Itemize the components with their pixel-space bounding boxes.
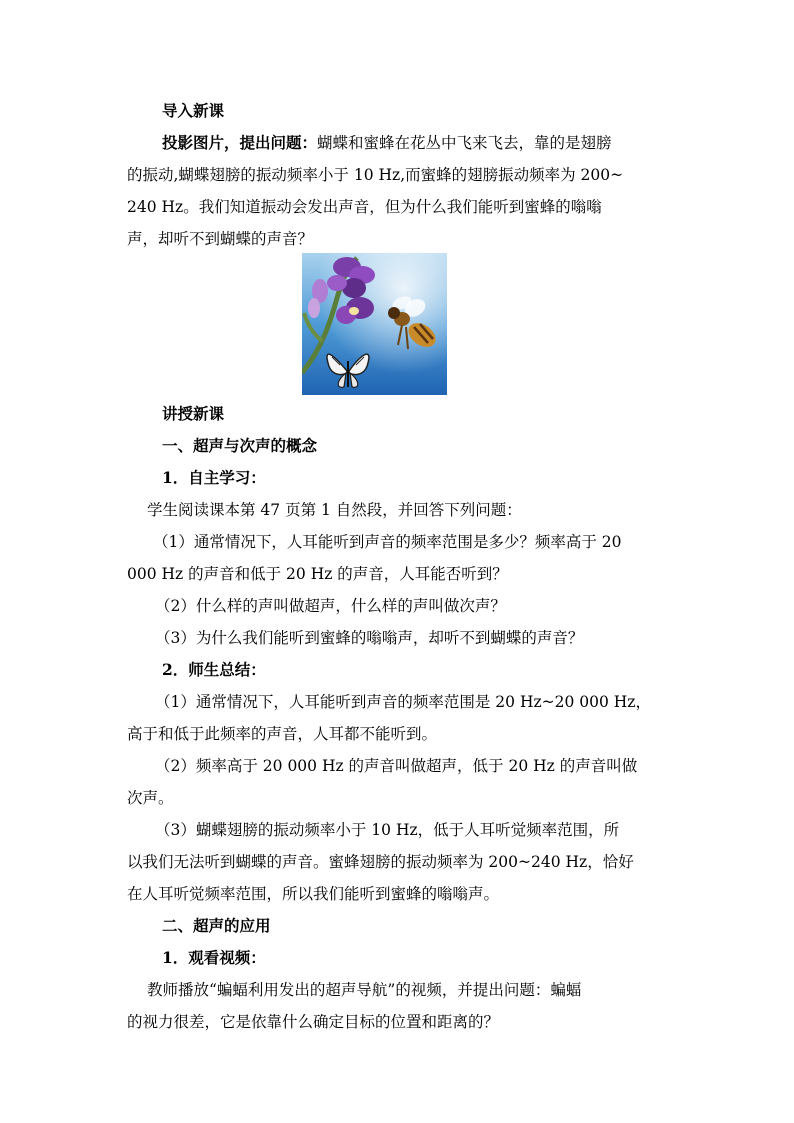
- intro-paragraph-line-4: 声，却听不到蝴蝶的声音？: [127, 230, 314, 248]
- question1-line1: （1）通常情况下，人耳能听到声音的频率范围是多少？频率高于 20: [153, 533, 622, 551]
- step1-title: 1．自主学习：: [162, 468, 266, 487]
- answer1-line1: （1）通常情况下，人耳能听到声音的频率范围是 20 Hz~20 000 Hz，: [155, 693, 651, 711]
- step3-line2: 的视力很差，它是依靠什么确定目标的位置和距离的？: [127, 1013, 500, 1031]
- question1-line2: 000 Hz 的声音和低于 20 Hz 的声音，人耳能否听到？: [127, 565, 508, 583]
- answer3-line1: （3）蝴蝶翅膀的振动频率小于 10 Hz，低于人耳听觉频率范围，所: [155, 821, 620, 839]
- step3-title: 1．观看视频：: [162, 948, 266, 967]
- step1-text: 学生阅读课本第 47 页第 1 自然段，并回答下列问题：: [147, 501, 522, 519]
- answer3-line2: 以我们无法听到蝴蝶的声音。蜜蜂翅膀的振动频率为 200~240 Hz，恰好: [127, 853, 634, 871]
- heading-intro-new-lesson: 导入新课: [162, 101, 225, 120]
- question2: （2）什么样的声叫做超声，什么样的声叫做次声？: [155, 597, 506, 615]
- answer3-line3: 在人耳听觉频率范围，所以我们能听到蜜蜂的嗡嗡声。: [127, 885, 500, 903]
- intro-paragraph-line-2: 的振动,蝴蝶翅膀的振动频率小于 10 Hz,而蜜蜂的翅膀振动频率为 200~: [127, 166, 624, 184]
- answer2-line2: 次声。: [127, 789, 174, 807]
- step2-title: 2．师生总结：: [162, 660, 266, 679]
- part1-title: 一、超声与次声的概念: [162, 436, 318, 455]
- photo-illustration: [302, 253, 447, 395]
- intro-text-1: 蝴蝶和蜜蜂在花丛中飞来飞去，靠的是翅膀: [317, 134, 612, 152]
- butterfly-bee-flower-photo: [302, 253, 447, 395]
- answer1-line2: 高于和低于此频率的声音，人耳都不能听到。: [127, 725, 438, 743]
- question3: （3）为什么我们能听到蜜蜂的嗡嗡声，却听不到蝴蝶的声音？: [155, 629, 584, 647]
- heading-teaching-new-lesson: 讲授新课: [162, 404, 225, 423]
- answer2-line1: （2）频率高于 20 000 Hz 的声音叫做超声，低于 20 Hz 的声音叫做: [155, 757, 638, 775]
- intro-paragraph-line-1: [162, 133, 612, 153]
- part2-title: 二、超声的应用: [162, 916, 271, 935]
- intro-label: 投影图片，提出问题：: [162, 133, 318, 152]
- intro-paragraph-line-3: 240 Hz。我们知道振动会发出声音，但为什么我们能听到蜜蜂的嗡嗡: [127, 198, 602, 216]
- step3-line1: 教师播放“蝙蝠利用发出的超声导航”的视频，并提出问题：蝙蝠: [147, 981, 582, 999]
